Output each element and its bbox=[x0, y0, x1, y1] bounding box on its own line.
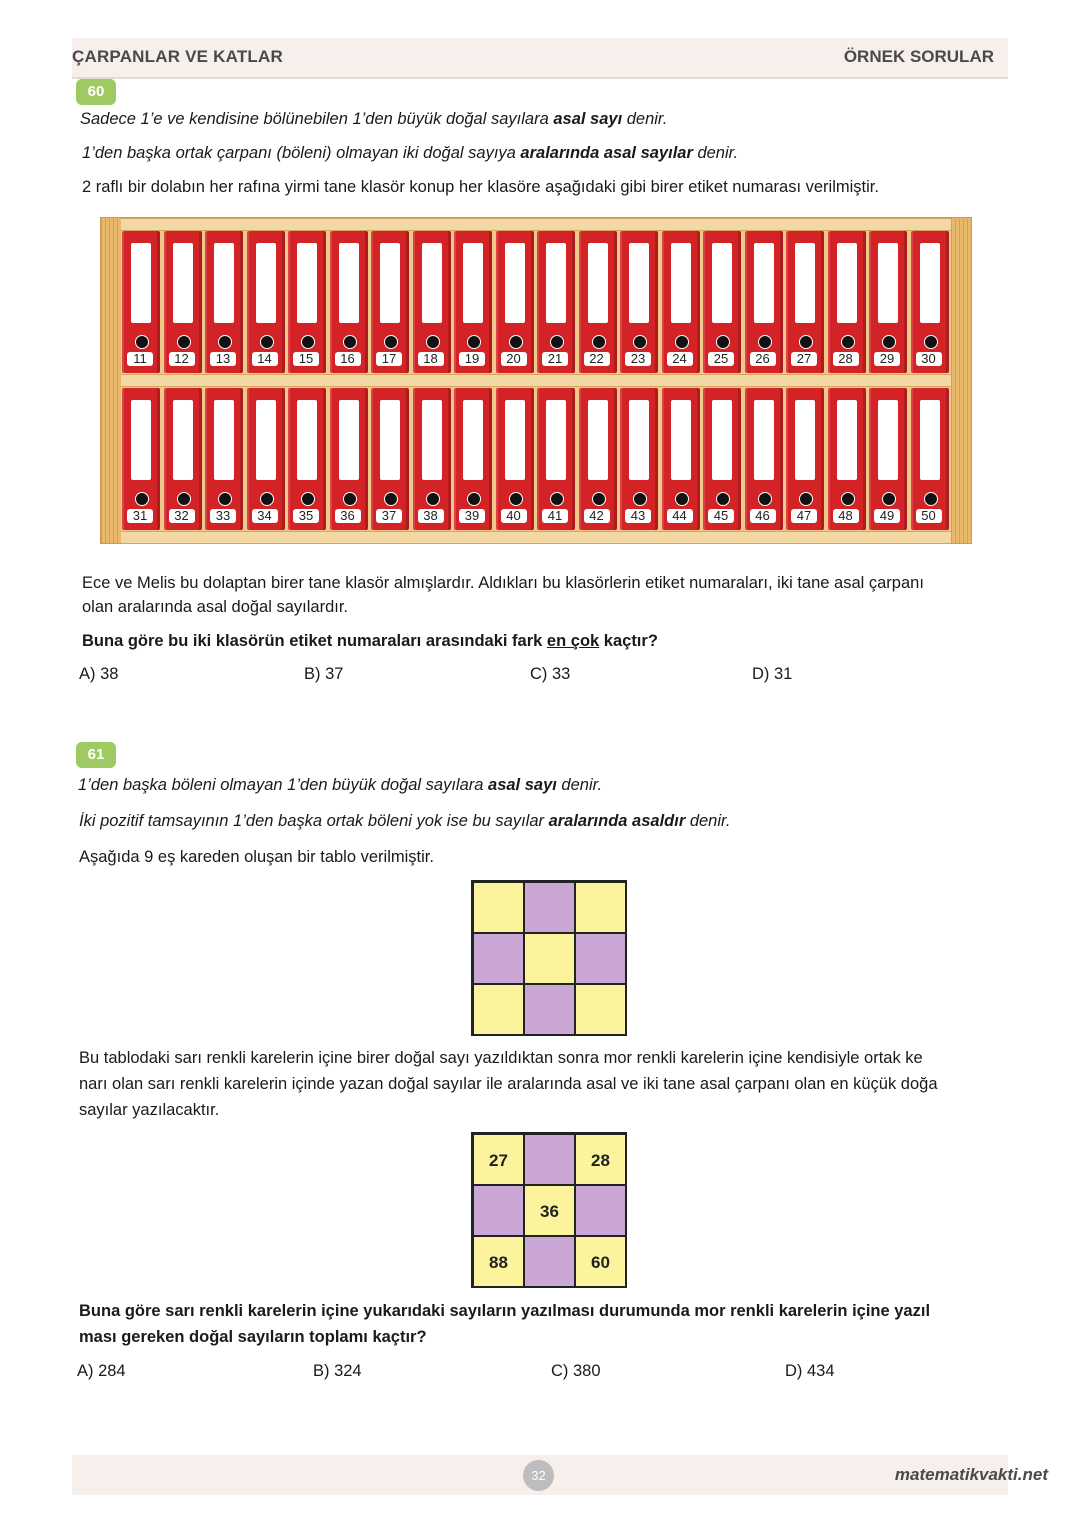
binder bbox=[911, 231, 949, 373]
q60-question-text: Buna göre bu iki klasörün etiket numaraları arasındaki fark bbox=[82, 632, 547, 650]
q60-intro: 2 raflı bir dolabın her rafına yirmi tane klasör konup her klasöre aşağıdaki gibi birer etiket numarası verilmiştir. bbox=[82, 178, 879, 196]
binder-number: 26 bbox=[750, 352, 776, 366]
binder bbox=[205, 231, 243, 373]
grid2-cell-tm bbox=[524, 1134, 575, 1185]
binder bbox=[413, 231, 451, 373]
binder-spine-label bbox=[297, 400, 317, 480]
binder-number: 25 bbox=[708, 352, 734, 366]
binder-ring-hole bbox=[177, 492, 191, 506]
binder bbox=[745, 388, 783, 530]
binder bbox=[454, 231, 492, 373]
binder bbox=[745, 231, 783, 373]
binder-spine-label bbox=[339, 243, 359, 323]
grid2-cell-tr: 28 bbox=[575, 1134, 626, 1185]
binder bbox=[330, 231, 368, 373]
binder-ring-hole bbox=[758, 492, 772, 506]
binder-ring-hole bbox=[841, 492, 855, 506]
binder-spine-label bbox=[588, 243, 608, 323]
binder-ring-hole bbox=[135, 335, 149, 349]
binder bbox=[247, 231, 285, 373]
binder-spine-label bbox=[131, 243, 151, 323]
binder bbox=[247, 388, 285, 530]
binder-spine-label bbox=[463, 243, 483, 323]
site-name: matematikvakti.net bbox=[894, 1465, 1048, 1484]
binder-number: 37 bbox=[376, 509, 402, 523]
binder bbox=[496, 388, 534, 530]
binder-spine-label bbox=[712, 243, 732, 323]
binder bbox=[122, 231, 160, 373]
binder-ring-hole bbox=[799, 335, 813, 349]
cabinet-bottom-board bbox=[121, 531, 951, 544]
binder-ring-hole bbox=[841, 335, 855, 349]
binder-spine-label bbox=[920, 400, 940, 480]
chapter-title: ÇARPANLAR VE KATLAR bbox=[72, 47, 283, 66]
binder-spine-label bbox=[671, 400, 691, 480]
binder-spine-label bbox=[339, 400, 359, 480]
binder-ring-hole bbox=[592, 492, 606, 506]
binder-number: 28 bbox=[833, 352, 859, 366]
grid2-cell-bl: 88 bbox=[473, 1236, 524, 1287]
binder bbox=[122, 388, 160, 530]
binder-ring-hole bbox=[467, 335, 481, 349]
grid1-cell-bm bbox=[524, 984, 575, 1035]
binder-number: 21 bbox=[542, 352, 568, 366]
grid1-cell-ml bbox=[473, 933, 524, 984]
binder-number: 43 bbox=[625, 509, 651, 523]
binder-ring-hole bbox=[716, 335, 730, 349]
q60-def1-text: Sadece 1’e ve kendisine bölünebilen 1’den büyük doğal sayılara bbox=[80, 110, 554, 128]
binder-spine-label bbox=[214, 400, 234, 480]
binder-ring-hole bbox=[343, 335, 357, 349]
binder-spine-label bbox=[131, 400, 151, 480]
binder-number: 19 bbox=[459, 352, 485, 366]
binder-spine-label bbox=[173, 400, 193, 480]
q61-def1-end: denir. bbox=[556, 776, 603, 794]
grid1-cell-tm bbox=[524, 882, 575, 933]
binder bbox=[579, 388, 617, 530]
empty-color-grid bbox=[471, 880, 627, 1036]
binder-number: 35 bbox=[293, 509, 319, 523]
q60-def1-term: asal sayı bbox=[553, 110, 623, 128]
binder-spine-label bbox=[422, 400, 442, 480]
binder-ring-hole bbox=[343, 492, 357, 506]
question-61-badge: 61 bbox=[76, 742, 116, 768]
binder-ring-hole bbox=[924, 492, 938, 506]
binder-number: 49 bbox=[874, 509, 900, 523]
q60-question-end: kaçtır? bbox=[599, 632, 658, 650]
binder-ring-hole bbox=[301, 492, 315, 506]
binder-number: 41 bbox=[542, 509, 568, 523]
binder-ring-hole bbox=[550, 492, 564, 506]
binder bbox=[496, 231, 534, 373]
binder-number: 18 bbox=[418, 352, 444, 366]
q61-intro: Aşağıda 9 eş kareden oluşan bir tablo verilmiştir. bbox=[79, 848, 434, 866]
q61-option-d[interactable]: D) 434 bbox=[785, 1362, 835, 1380]
binder bbox=[537, 231, 575, 373]
q61-body-line2: narı olan sarı renkli karelerin içinde yazan doğal sayılar ile aralarında asal ve iki tane asal çarpanı olan en küçük doğa bbox=[79, 1075, 938, 1093]
binder-ring-hole bbox=[426, 492, 440, 506]
grid1-cell-tr bbox=[575, 882, 626, 933]
grid2-cell-mr bbox=[575, 1185, 626, 1236]
binder-number: 33 bbox=[210, 509, 236, 523]
q61-def1-text: 1’den başka böleni olmayan 1’den büyük doğal sayılara bbox=[78, 776, 489, 794]
binder bbox=[786, 388, 824, 530]
q61-def1-term: asal sayı bbox=[488, 776, 557, 794]
binder-number: 17 bbox=[376, 352, 402, 366]
cabinet-right-post bbox=[951, 218, 971, 543]
binder-number: 46 bbox=[750, 509, 776, 523]
cabinet-top-board bbox=[121, 218, 951, 231]
binder-spine-label bbox=[671, 243, 691, 323]
binder-number: 32 bbox=[169, 509, 195, 523]
q61-question-line1: Buna göre sarı renkli karelerin içine yukarıdaki sayıların yazılması durumunda mor renkli karelerin içine yazıl bbox=[79, 1302, 931, 1320]
binder bbox=[869, 388, 907, 530]
binder-number: 24 bbox=[667, 352, 693, 366]
binder-number: 23 bbox=[625, 352, 651, 366]
q61-def2-term: aralarında asaldır bbox=[548, 812, 686, 830]
binder-spine-label bbox=[173, 243, 193, 323]
q60-body-line2: olan aralarında asal doğal sayılardır. bbox=[82, 598, 348, 616]
binder-ring-hole bbox=[218, 492, 232, 506]
grid1-cell-mr bbox=[575, 933, 626, 984]
binder bbox=[164, 388, 202, 530]
q60-option-a[interactable]: A) 38 bbox=[79, 665, 119, 683]
binder-spine-label bbox=[505, 400, 525, 480]
binder bbox=[869, 231, 907, 373]
binder bbox=[579, 231, 617, 373]
binder bbox=[828, 231, 866, 373]
binder-number: 36 bbox=[335, 509, 361, 523]
binder-spine-label bbox=[380, 400, 400, 480]
binder bbox=[454, 388, 492, 530]
binder-spine-label bbox=[629, 243, 649, 323]
binder-number: 14 bbox=[252, 352, 278, 366]
q60-question bbox=[82, 631, 658, 651]
q61-definition-2 bbox=[79, 811, 731, 831]
binder bbox=[703, 388, 741, 530]
binder-spine-label bbox=[712, 400, 732, 480]
binder-spine-label bbox=[920, 243, 940, 323]
binder-spine-label bbox=[463, 400, 483, 480]
cabinet-middle-board bbox=[121, 374, 951, 387]
q61-def2-text: İki pozitif tamsayının 1’den başka ortak böleni yok ise bu sayılar bbox=[79, 812, 549, 830]
binder-number: 47 bbox=[791, 509, 817, 523]
binder-number: 15 bbox=[293, 352, 319, 366]
binder-spine-label bbox=[878, 400, 898, 480]
binder-number: 12 bbox=[169, 352, 195, 366]
binder-number: 11 bbox=[127, 352, 153, 366]
binder-ring-hole bbox=[384, 335, 398, 349]
binder-spine-label bbox=[256, 243, 276, 323]
binder-number: 42 bbox=[584, 509, 610, 523]
binder-spine-label bbox=[629, 400, 649, 480]
binder-ring-hole bbox=[633, 492, 647, 506]
binder-number: 29 bbox=[874, 352, 900, 366]
binder bbox=[537, 388, 575, 530]
q61-option-a[interactable]: A) 284 bbox=[77, 1362, 126, 1380]
grid2-cell-ml bbox=[473, 1185, 524, 1236]
binder-ring-hole bbox=[426, 335, 440, 349]
q60-option-d[interactable]: D) 31 bbox=[752, 665, 793, 683]
grid1-cell-tl bbox=[473, 882, 524, 933]
binder-ring-hole bbox=[467, 492, 481, 506]
q60-option-c[interactable]: C) 33 bbox=[530, 665, 571, 683]
binder-spine-label bbox=[546, 243, 566, 323]
binder-ring-hole bbox=[592, 335, 606, 349]
q60-body-line1: Ece ve Melis bu dolaptan birer tane klasör almışlardır. Aldıkları bu klasörlerin etiket numaraları, iki tane asal çarpanı bbox=[82, 574, 924, 592]
binder bbox=[703, 231, 741, 373]
binder-number: 44 bbox=[667, 509, 693, 523]
binder-ring-hole bbox=[177, 335, 191, 349]
binder-ring-hole bbox=[675, 492, 689, 506]
grid2-cell-c: 36 bbox=[524, 1185, 575, 1236]
q61-body-line3: sayılar yazılacaktır. bbox=[79, 1101, 220, 1119]
grid2-cell-br: 60 bbox=[575, 1236, 626, 1287]
binder-number: 45 bbox=[708, 509, 734, 523]
question-60-badge: 60 bbox=[76, 79, 116, 105]
q61-def2-end: denir. bbox=[685, 812, 731, 830]
binder-number: 38 bbox=[418, 509, 444, 523]
binder-number: 50 bbox=[916, 509, 942, 523]
binder-spine-label bbox=[878, 243, 898, 323]
binder-number: 39 bbox=[459, 509, 485, 523]
binder-ring-hole bbox=[633, 335, 647, 349]
q60-option-b[interactable]: B) 37 bbox=[304, 665, 344, 683]
binder-ring-hole bbox=[924, 335, 938, 349]
binder bbox=[662, 388, 700, 530]
q60-definition-1 bbox=[80, 109, 667, 129]
cabinet-left-post bbox=[101, 218, 121, 543]
q60-def2-end: denir. bbox=[692, 144, 739, 162]
binder bbox=[205, 388, 243, 530]
binder-number: 48 bbox=[833, 509, 859, 523]
binder-ring-hole bbox=[509, 335, 523, 349]
q60-def1-end: denir. bbox=[622, 110, 668, 128]
binder bbox=[620, 231, 658, 373]
binder-ring-hole bbox=[550, 335, 564, 349]
grid1-cell-br bbox=[575, 984, 626, 1035]
binder-number: 22 bbox=[584, 352, 610, 366]
binder bbox=[911, 388, 949, 530]
binder-number: 27 bbox=[791, 352, 817, 366]
page-number: 32 bbox=[523, 1460, 554, 1491]
q60-definition-2 bbox=[82, 143, 738, 163]
binder bbox=[371, 388, 409, 530]
binder-ring-hole bbox=[882, 492, 896, 506]
binder bbox=[413, 388, 451, 530]
binder-number: 30 bbox=[916, 352, 942, 366]
binder bbox=[786, 231, 824, 373]
binder-ring-hole bbox=[882, 335, 896, 349]
q61-option-b[interactable]: B) 324 bbox=[313, 1362, 362, 1380]
binder-spine-label bbox=[256, 400, 276, 480]
binder-spine-label bbox=[754, 243, 774, 323]
binder bbox=[288, 388, 326, 530]
header-divider bbox=[72, 77, 1008, 79]
binder-spine-label bbox=[795, 400, 815, 480]
q60-question-emphasis: en çok bbox=[546, 632, 600, 650]
q61-question-line2: ması gereken doğal sayıların toplamı kaçtır? bbox=[79, 1328, 427, 1346]
binder bbox=[164, 231, 202, 373]
binder-ring-hole bbox=[260, 492, 274, 506]
binder-ring-hole bbox=[509, 492, 523, 506]
page-header bbox=[72, 38, 1008, 78]
binder-number: 13 bbox=[210, 352, 236, 366]
binder bbox=[662, 231, 700, 373]
binder bbox=[330, 388, 368, 530]
q61-option-c[interactable]: C) 380 bbox=[551, 1362, 601, 1380]
binder-cabinet bbox=[100, 217, 972, 544]
binder-ring-hole bbox=[758, 335, 772, 349]
binder-number: 20 bbox=[501, 352, 527, 366]
binder-spine-label bbox=[297, 243, 317, 323]
q61-definition-1 bbox=[78, 775, 602, 795]
binder-ring-hole bbox=[135, 492, 149, 506]
binder-spine-label bbox=[795, 243, 815, 323]
binder-number: 16 bbox=[335, 352, 361, 366]
binder-number: 31 bbox=[127, 509, 153, 523]
binder-spine-label bbox=[505, 243, 525, 323]
grid2-cell-bm bbox=[524, 1236, 575, 1287]
section-title: ÖRNEK SORULAR bbox=[843, 47, 994, 66]
binder-spine-label bbox=[380, 243, 400, 323]
binder-spine-label bbox=[837, 400, 857, 480]
binder-spine-label bbox=[546, 400, 566, 480]
binder-spine-label bbox=[754, 400, 774, 480]
binder-ring-hole bbox=[716, 492, 730, 506]
grid1-cell-c bbox=[524, 933, 575, 984]
binder-spine-label bbox=[837, 243, 857, 323]
binder-number: 40 bbox=[501, 509, 527, 523]
binder bbox=[620, 388, 658, 530]
binder-ring-hole bbox=[384, 492, 398, 506]
binder-ring-hole bbox=[675, 335, 689, 349]
binder-ring-hole bbox=[799, 492, 813, 506]
binder-number: 34 bbox=[252, 509, 278, 523]
binder-ring-hole bbox=[218, 335, 232, 349]
q60-def2-text: 1’den başka ortak çarpanı (böleni) olmayan iki doğal sayıya bbox=[82, 144, 521, 162]
binder-ring-hole bbox=[260, 335, 274, 349]
q60-def2-term: aralarında asal sayılar bbox=[520, 144, 693, 162]
grid2-cell-tl: 27 bbox=[473, 1134, 524, 1185]
q61-body-line1: Bu tablodaki sarı renkli karelerin içine birer doğal sayı yazıldıktan sonra mor renkli karelerin içine kendisiyle ortak ke bbox=[79, 1049, 923, 1067]
binder bbox=[828, 388, 866, 530]
binder-spine-label bbox=[588, 400, 608, 480]
grid1-cell-bl bbox=[473, 984, 524, 1035]
filled-number-grid bbox=[471, 1132, 627, 1288]
binder-spine-label bbox=[214, 243, 234, 323]
binder bbox=[288, 231, 326, 373]
binder bbox=[371, 231, 409, 373]
binder-ring-hole bbox=[301, 335, 315, 349]
binder-spine-label bbox=[422, 243, 442, 323]
